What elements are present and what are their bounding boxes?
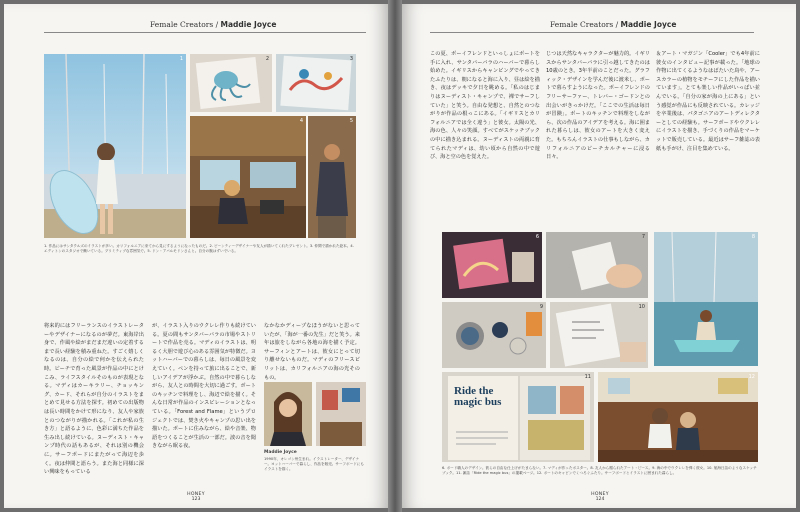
hand-card-image: [546, 232, 648, 298]
photo-hand-card: [546, 232, 648, 298]
folio-magazine: HONEY: [591, 491, 609, 497]
body-column-1: 将来的にはフリーランスのイラストレーターやデザイナーになるのが夢だ。東海岸出身で、作風や絵がまだまだ違いの定着するまで長い経験を積み重ねた。すごく嬉しくなるのは、自分の絵で何かを伝えられた時。ビーチで育った風景が作品の中にとけこみ、ライフスタイルそのものが表現となる。マディはカーキラリー、チョッキング、カード、それらが自分のイラストをまとめて見せる方法を探す。初めての出版物は長い時間をかけて形になり、友人や家族とのつながりが描かれる。「これが私の生き方」と語るように、色彩に満ちた作品を生み出し続けている。ヌーディスト・キャンプ時代の話もあるが、それは別の機会に。サーフボードにまたがって海辺を歩く。夜は仲間と語らう。また海と同様に深い興味をもっている: [44, 323, 144, 476]
portrait-name: Maddie Joyce: [264, 450, 297, 455]
photo-card-illustration: [276, 54, 356, 112]
photo-surfer-marina: [44, 54, 186, 238]
section-title: Female Creators /: [550, 20, 621, 29]
photo-octopus-drawing: [190, 54, 272, 112]
studio-image: [190, 116, 306, 238]
running-head: [550, 20, 676, 29]
spine-gutter: [388, 0, 402, 512]
photo-number: 7: [641, 234, 645, 240]
photo-number: 3: [349, 56, 353, 62]
portrait-bio: 1990年、オレゴン州生まれ。イラストレーター、デザイナー。ヨットハーバーで暮らし、作品を販売。サーフボードにもイラストを描く。: [264, 457, 364, 472]
photo-sketchbook: [550, 302, 648, 368]
photo-studio-desk: [190, 116, 306, 238]
card-illustration-image: [276, 54, 356, 112]
octopus-drawing-image: [190, 54, 272, 112]
section-title: Female Creators /: [150, 20, 221, 29]
photo-magazine: [442, 372, 594, 462]
photo-caption: 1. 作品にはサンタクルズのイラストが多い。カリフォルニアに来てから見にするようになったものだ。2. ビーンティーデザイナーや友人が描いてくれたプレゼント。3. 仲間で描かれた絵本。4. エディトンのスタジオで働いている。プリミティブな雰囲気で。5. ドン・アバルモドンさんと。自分の腕はずいでいる。: [44, 244, 354, 254]
room-image: [316, 382, 366, 446]
body-column-2: じつは天然なキャラクターが魅力的。イギリスからサンタバーバラに引っ越してきたのは10歳のとき。3年半前のことだった。グラフィック・デザインを学んだ後に渡米し、ボートで暮らすようになった。ボーイフレンドのフリーサーファー、トレバー・ゴードンとの出会いがきっかけだ。「ここでの生活は毎日が冒険」。ボートのキッチンで料理をしながら、次の作品のアイデアを考える。海に囲まれた暮らしは、彼女のアートを大きく変えた。もちろんイラストの仕事もしながら、カリフォルニアのビーチカルチャーに浸る日々。: [546, 51, 650, 161]
man-image: [308, 116, 356, 238]
photo-number: 9: [539, 304, 543, 310]
body-column-2: が、イラスト入りのウクレレ作りも続けている。夏の間もサンタバーバラの市場やストリートで作品を売る。マディのイラストは、明るく大胆で遊び心のある雰囲気が特徴だ。ヨットハーバーでの暮らしは、毎日の風景を変えていく。ペンを持って旅に出ることで、新しいアイデアが浮かぶ。自然の中で暮らしながら、友人との時間を大切に過ごす。ボートのキッチンで料理をし、海辺で絵を描く。そんな日常が作品のインスピレーションとなっている。「Forest and Flame」というプロジェクトでは、焚き火やキャンプの思い出を描いた。ボートに住みながら、絵や音楽、物語をつくることが生活の一部だ。波の音を聞きながら眠る夜。: [152, 323, 256, 450]
body-column-3: ＆アート・マガジン「Cooler」でも4年前に彼女のインタビュー記事が載った。「地球の作物に出てくるようなはばたいた鳥や、アースカラーの植物をモチーフにした作品を描いています」。とても楽しい作品がいっぱい並んでいる。「自分の家が海の上にある」という感覚が作品にも反映されている。カレッジを卒業後は、パタゴニアのアートディレクターとしての経験も。サーフボードやウクレレにイラストを描き、手づくりの作品をマーケットで販売している。最近はサーフ雑誌の表紙も手がけ、注目を集めている。: [656, 51, 760, 152]
header-rule: [44, 32, 366, 33]
photo-number: 5: [349, 118, 353, 124]
portrait-image: [264, 382, 312, 446]
photo-portrait: [264, 382, 312, 446]
right-page: [402, 4, 796, 508]
photo-room: [316, 382, 366, 446]
photo-number: 4: [299, 118, 303, 124]
photo-surfboard-art: [442, 232, 542, 298]
photo-boat-cabin: [598, 372, 758, 462]
surfer-illustration: [44, 54, 186, 238]
photo-number: 6: [535, 234, 539, 240]
running-head: [150, 20, 276, 29]
ukulele-water-image: [654, 232, 758, 366]
body-column-3: なかなかディープなほうがないと思っていたが、「海が一番の先生」だと笑う。来年は旅をしながら各地の海を描く予定。サーフィンとアートは、彼女にとって切り離せないものだ。マディのフリースピリットは、カリフォルニアの海の光そのもの。: [264, 323, 360, 381]
pins-image: [442, 302, 546, 368]
author-name: Maddie Joyce: [620, 20, 677, 29]
folio-magazine: HONEY: [187, 491, 205, 497]
author-name: Maddie Joyce: [220, 20, 277, 29]
photo-ukulele-water: [654, 232, 758, 366]
photo-number: 2: [265, 56, 269, 62]
body-column-1: この夏、ボーイフレンドといっしょにボートを手に入れ、サンタバーバラのハーバーで暮らし始めた。イギリスからキャンピングでやってきたふたりは、朝になると海に入り、昼は絵を描き、夜はデッキで夕日を眺める。「私のはじまりはヌーディスト・キャンプで、裸でサーフしていた」と笑う。自由な発想と、自然とのつながりが作品の根っこにある。「イギリスとカリフォルニアでは全く違う」と彼女。太陽の光、海の色、人々の笑顔。すべてがスケッチブックの中に描き込まれる。ヌーディストの両親に育てられたマディは、幼い頃から自然の中で遊び、海と空の色を覚えた。: [430, 51, 540, 161]
folio: [184, 492, 208, 502]
surfboard-art-image: [442, 232, 542, 298]
photo-number: 11: [584, 374, 591, 380]
header-rule: [430, 32, 754, 33]
sketchbook-image: [550, 302, 648, 368]
cabin-image: [598, 372, 758, 462]
photo-number: 1: [179, 56, 183, 62]
page-number: 124: [595, 496, 605, 502]
photo-buttons-pins: [442, 302, 546, 368]
photo-number: 12: [748, 374, 755, 380]
photo-caption: 6. ボード職人のデザイン。彼らの自由な仕上げがたまらない。7. マディが作ったポスター。8. 友人から贈られたアート・ピース。9. 海の中でウクレレを弾く彼女。10. 航海日誌のようなスケッチブック。11. 雑誌「Ride the magic bus」の掲載ページ。12. ボートのキャビンでくつろぐふたり。サーフボードとイラストに囲まれた暮らし。: [442, 466, 757, 476]
photo-man-standing: [308, 116, 356, 238]
page-number: 123: [191, 496, 201, 502]
photo-number: 8: [751, 234, 755, 240]
left-page: [4, 4, 388, 508]
magazine-headline: Ride the magic bus: [454, 385, 502, 408]
photo-number: 10: [638, 304, 645, 310]
folio: [588, 492, 612, 502]
